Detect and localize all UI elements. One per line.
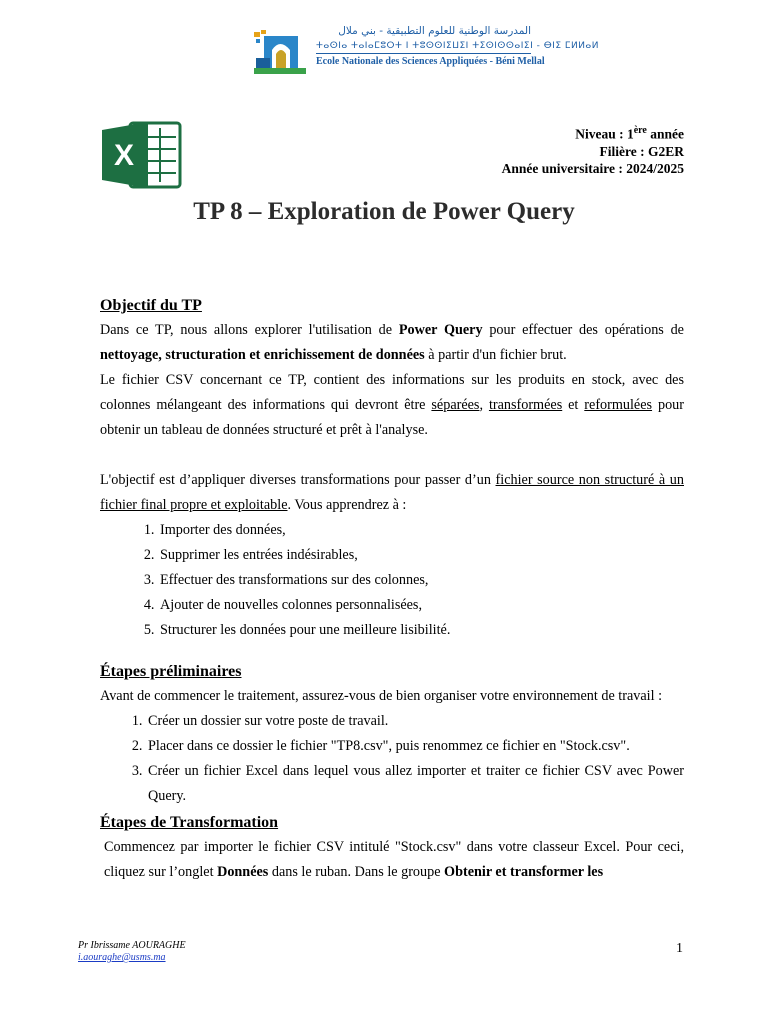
footer-author: Pr Ibrissame AOURAGHE [78, 940, 186, 951]
objectif-paragraph-2: Le fichier CSV concernant ce TP, contient des informations sur les produits en stock, avec des colonnes mélangeant des informations qui devront être séparées, transformées et reformulées pour obtenir un tableau de données structuré et prêt à l'analyse. [100, 372, 684, 438]
school-name-arabic: المدرسة الوطنية للعلوم التطبيقية - بني ملال [338, 25, 531, 37]
list-item: 4. Ajouter de nouvelles colonnes personnalisées, [158, 593, 684, 618]
list-item: 1. Importer des données, [158, 518, 684, 543]
list-item: 2. Supprimer les entrées indésirables, [158, 543, 684, 568]
list-item: 1. Créer un dossier sur votre poste de travail. [146, 709, 684, 734]
page-number: 1 [676, 941, 683, 956]
objectif-heading: Objectif du TP [100, 297, 202, 314]
niveau-line: Niveau : 1ère année [575, 125, 684, 142]
transfo-paragraph: Commencez par importer le fichier CSV intitulé "Stock.csv" dans votre classeur Excel. Pour ceci, cliquez sur l’onglet Données dans le ruban. Dans le groupe Obtenir et transformer les [104, 839, 684, 880]
list-item: 3. Effectuer des transformations sur des colonnes, [158, 568, 684, 593]
school-emblem-icon [250, 28, 310, 78]
blank-line [100, 443, 684, 468]
footer-email-link[interactable]: i.aouraghe@usms.ma [78, 952, 166, 963]
school-logo [250, 24, 599, 80]
course-info [502, 122, 684, 177]
prelim-intro: Avant de commencer le traitement, assurez-vous de bien organiser votre environnement de travail : [100, 688, 663, 704]
objectif-list [100, 518, 684, 643]
list-item: 3. Créer un fichier Excel dans lequel vous allez importer et traiter ce fichier CSV avec Power Query. [146, 759, 684, 809]
list-item: 5. Structurer les données pour une meilleure lisibilité. [158, 618, 684, 643]
school-name-tifinagh: ⵜⴰⵙⵏⴰ ⵜⴰⵏⴰⵎⵓⵔⵜ ⵏ ⵜⵓⵙⵙⵏⵉⵡⵉⵏ ⵜⵉⵙⵏⵙⵙⴰⵏⵉⵏ - ⴱⵏⵉ ⵎⵍⵍⴰⵍ [316, 41, 599, 51]
transfo-heading: Étapes de Transformation [100, 814, 279, 831]
document-body [100, 294, 684, 885]
prelim-list [100, 709, 684, 809]
objectif-paragraph-3: L'objectif est d’appliquer diverses transformations pour passer d’un fichier source non structuré à un fichier final propre et exploitable. Vous apprendrez à : [100, 472, 684, 513]
page-title: TP 8 – Exploration de Power Query [193, 198, 575, 225]
school-name-french: Ecole Nationale des Sciences Appliquées - Béni Mellal [316, 53, 531, 69]
prelim-heading: Étapes préliminaires [100, 663, 242, 680]
filiere-line: Filière : G2ER [599, 143, 684, 159]
list-item: 2. Placer dans ce dossier le fichier "TP8.csv", puis renommez ce fichier en "Stock.csv". [146, 734, 684, 759]
objectif-paragraph-1: Dans ce TP, nous allons explorer l'utilisation de Power Query pour effectuer des opérations de nettoyage, structuration et enrichissement de données à partir d'un fichier brut. [100, 322, 684, 363]
annee-line: Année universitaire : 2024/2025 [501, 160, 684, 176]
svg-text:X: X [113, 139, 135, 172]
excel-icon [100, 120, 182, 190]
